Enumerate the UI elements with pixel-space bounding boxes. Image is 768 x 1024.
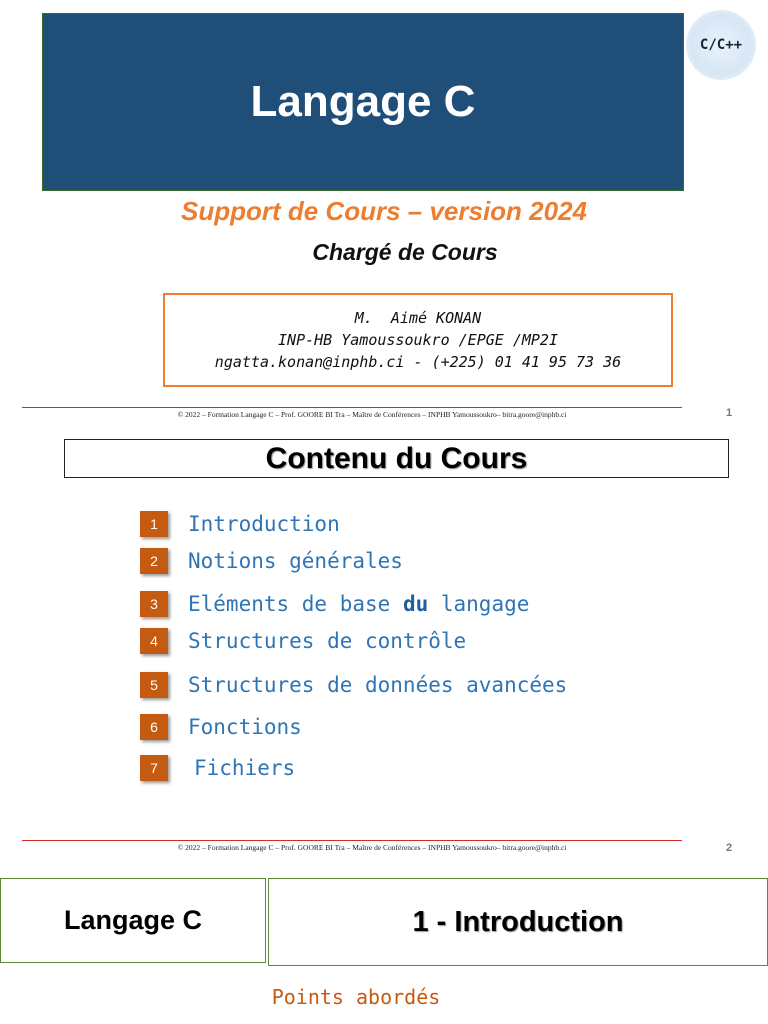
- footer-rule: [22, 840, 682, 841]
- toc-number-badge: 4: [140, 628, 168, 654]
- section-title-box: [268, 878, 768, 966]
- toc-number-badge: 7: [140, 755, 168, 781]
- charge-label: Chargé de Cours: [312, 239, 498, 265]
- logo-text: C/C++: [699, 37, 743, 53]
- toc-item-label: Fichiers: [194, 756, 296, 780]
- slide-title: Langage C: [250, 77, 476, 126]
- points-heading: Points abordés: [271, 985, 441, 1009]
- footer-text: © 2022 – Formation Langage C – Prof. GOORE BI Tra – Maître de Conférences – INPHB Yamoussoukro– bitra.goore@inphb.ci: [177, 410, 567, 419]
- toc-item-label: Notions générales: [188, 549, 403, 573]
- footer-text: © 2022 – Formation Langage C – Prof. GOORE BI Tra – Maître de Conférences – INPHB Yamoussoukro– bitra.goore@inphb.ci: [177, 843, 567, 852]
- subtitle: Support de Cours – version 2024: [180, 196, 587, 226]
- title-banner: [42, 13, 684, 191]
- toc-number-badge: 3: [140, 591, 168, 617]
- toc-item-label: Structures de données avancées: [188, 673, 568, 697]
- toc-label-part: langage: [428, 592, 530, 616]
- toc-item-label: Introduction: [188, 512, 340, 536]
- toc-number-badge: 5: [140, 672, 168, 698]
- page-number: 2: [726, 842, 733, 854]
- section-title: 1 - Introduction: [412, 905, 624, 938]
- toc-number-badge: 2: [140, 548, 168, 574]
- page-number: 1: [726, 407, 733, 419]
- course-title: Langage C: [63, 905, 203, 935]
- toc-number-badge: 6: [140, 714, 168, 740]
- toc-number-badge: 1: [140, 511, 168, 537]
- contact-affiliation: INP-HB Yamoussoukro /EPGE /MP2I: [278, 331, 558, 349]
- contact-name: M. Aimé KONAN: [354, 309, 482, 327]
- contact-box: [163, 293, 673, 387]
- toc-label-bold: du: [402, 592, 429, 616]
- toc-title-box: [64, 439, 729, 478]
- footer-rule: [22, 407, 682, 408]
- contact-email-phone: ngatta.konan@inphb.ci - (+225) 01 41 95 73 36: [214, 353, 622, 371]
- toc-item-label: Structures de contrôle: [188, 629, 467, 653]
- toc-item-label: [188, 591, 529, 617]
- toc-label-part: Eléments de base: [188, 592, 403, 616]
- cpp-logo-icon: [686, 10, 756, 80]
- toc-title: Contenu du Cours: [265, 441, 528, 475]
- section-course-title-box: [0, 878, 266, 963]
- toc-item-label: Fonctions: [188, 715, 302, 739]
